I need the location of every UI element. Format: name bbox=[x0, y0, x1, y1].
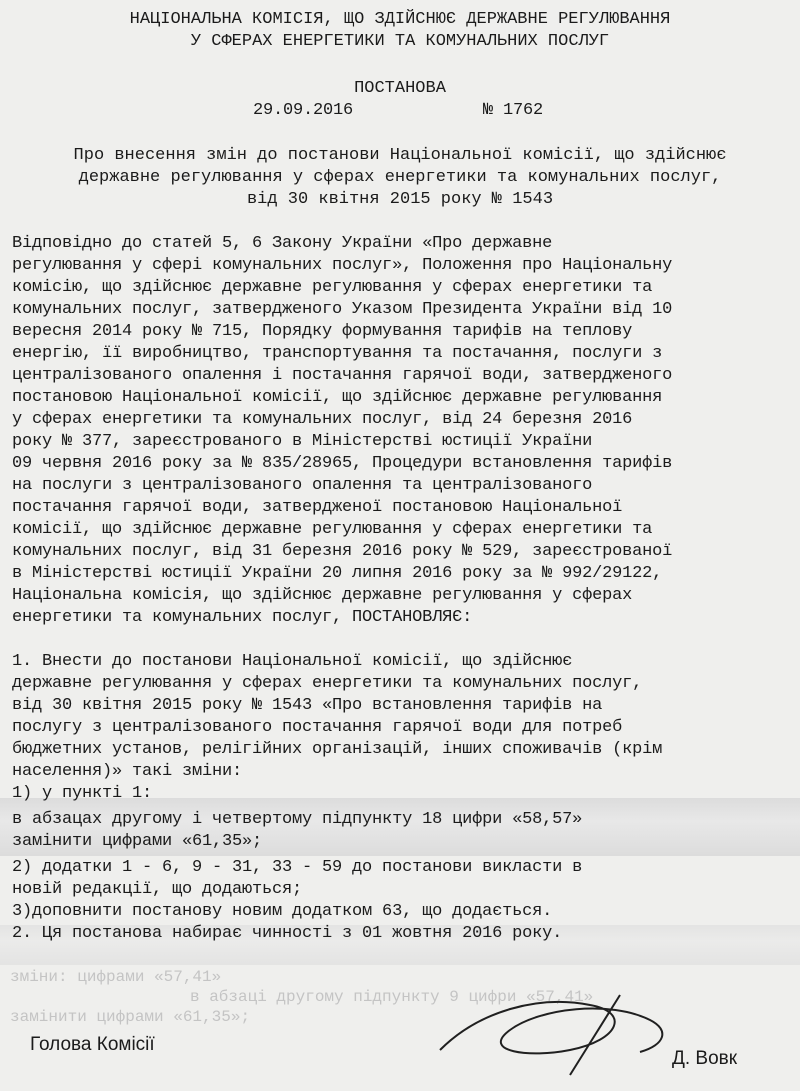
document-date: 29.09.2016 bbox=[253, 101, 354, 120]
text-line: 2. Ця постанова набирає чинності з 01 жовтня 2016 року. bbox=[12, 924, 563, 943]
text-line: державне регулювання у сферах енергетики та комунальних послуг, bbox=[12, 674, 643, 693]
text-line: комунальних послуг, затвердженого Указом Президента України від 10 bbox=[12, 300, 673, 319]
text-line: від 30 квітня 2015 року № 1543 «Про встановлення тарифів на bbox=[12, 696, 603, 715]
text-line: Відповідно до статей 5, 6 Закону України «Про державне bbox=[12, 234, 553, 253]
text-line: на послуги з централізованого опалення та централізованого bbox=[12, 476, 593, 495]
text-line: замінити цифрами «61,35»; bbox=[12, 832, 263, 851]
text-line: 09 червня 2016 року за № 835/28965, Процедури встановлення тарифів bbox=[12, 454, 673, 473]
document-number: № 1762 bbox=[483, 101, 544, 120]
show-through-text: в абзаці другому підпункту 9 цифри «57,41» bbox=[190, 988, 594, 1006]
text-line: населення)» такі зміни: bbox=[12, 762, 243, 781]
signatory-name: Д. Вовк bbox=[672, 1048, 738, 1069]
title-line: Про внесення змін до постанови Національної комісії, що здійснює bbox=[73, 146, 727, 165]
text-line: послугу з централізованого постачання гарячої води для потреб bbox=[12, 718, 623, 737]
text-line: 1) у пункті 1: bbox=[12, 784, 153, 803]
show-through-text: зміни: цифрами «57,41» bbox=[10, 968, 222, 986]
text-line: у сферах енергетики та комунальних послуг, від 24 березня 2016 bbox=[12, 410, 633, 429]
show-through-text: замінити цифрами «61,35»; bbox=[10, 1008, 251, 1026]
text-line: регулювання у сфері комунальних послуг», Положення про Національну bbox=[12, 256, 673, 275]
text-line: комісії, що здійснює державне регулювання у сферах енергетики та bbox=[12, 520, 653, 539]
text-line: постановою Національної комісії, що здійснює державне регулювання bbox=[12, 388, 663, 407]
text-line: року № 377, зареєстрованого в Міністерстві юстиції України bbox=[12, 432, 593, 451]
text-line: новій редакції, що додаються; bbox=[12, 880, 303, 899]
text-line: 2) додатки 1 - 6, 9 - 31, 33 - 59 до постанови викласти в bbox=[12, 858, 583, 877]
text-line: енергію, її виробництво, транспортування та постачання, послуги з bbox=[12, 344, 663, 363]
text-line: 1. Внести до постанови Національної комісії, що здійснює bbox=[12, 652, 573, 671]
org-name-line-2: У СФЕРАХ ЕНЕРГЕТИКИ ТА КОМУНАЛЬНИХ ПОСЛУГ bbox=[190, 32, 610, 51]
text-line: в Міністерстві юстиції України 20 липня 2016 року за № 992/29122, bbox=[12, 564, 663, 583]
document-type: ПОСТАНОВА bbox=[354, 79, 446, 98]
text-line: 3)доповнити постанову новим додатком 63, що додається. bbox=[12, 902, 553, 921]
text-line: Національна комісія, що здійснює державне регулювання у сферах bbox=[12, 586, 633, 605]
text-line: постачання гарячої води, затвердженої постановою Національної bbox=[12, 498, 623, 517]
text-line: комунальних послуг, від 31 березня 2016 року № 529, зареєстрованої bbox=[12, 542, 673, 561]
title-line: державне регулювання у сферах енергетики та комунальних послуг, bbox=[78, 168, 722, 187]
org-name-line-1: НАЦІОНАЛЬНА КОМІСІЯ, ЩО ЗДІЙСНЮЄ ДЕРЖАВНЕ РЕГУЛЮВАННЯ bbox=[129, 10, 671, 29]
text-line: вересня 2014 року № 715, Порядку формування тарифів на теплову bbox=[12, 322, 633, 341]
title-line: від 30 квітня 2015 року № 1543 bbox=[246, 190, 554, 209]
signatory-position: Голова Комісії bbox=[30, 1034, 155, 1055]
text-line: енергетики та комунальних послуг, ПОСТАНОВЛЯЄ: bbox=[12, 608, 473, 627]
text-line: бюджетних установ, релігійних організацій, інших споживачів (крім bbox=[12, 740, 663, 759]
text-line: централізованого опалення і постачання гарячої води, затвердженого bbox=[12, 366, 673, 385]
text-line: комісію, що здійснює державне регулювання у сферах енергетики та bbox=[12, 278, 653, 297]
text-line: в абзацах другому і четвертому підпункту 18 цифри «58,57» bbox=[12, 810, 583, 829]
